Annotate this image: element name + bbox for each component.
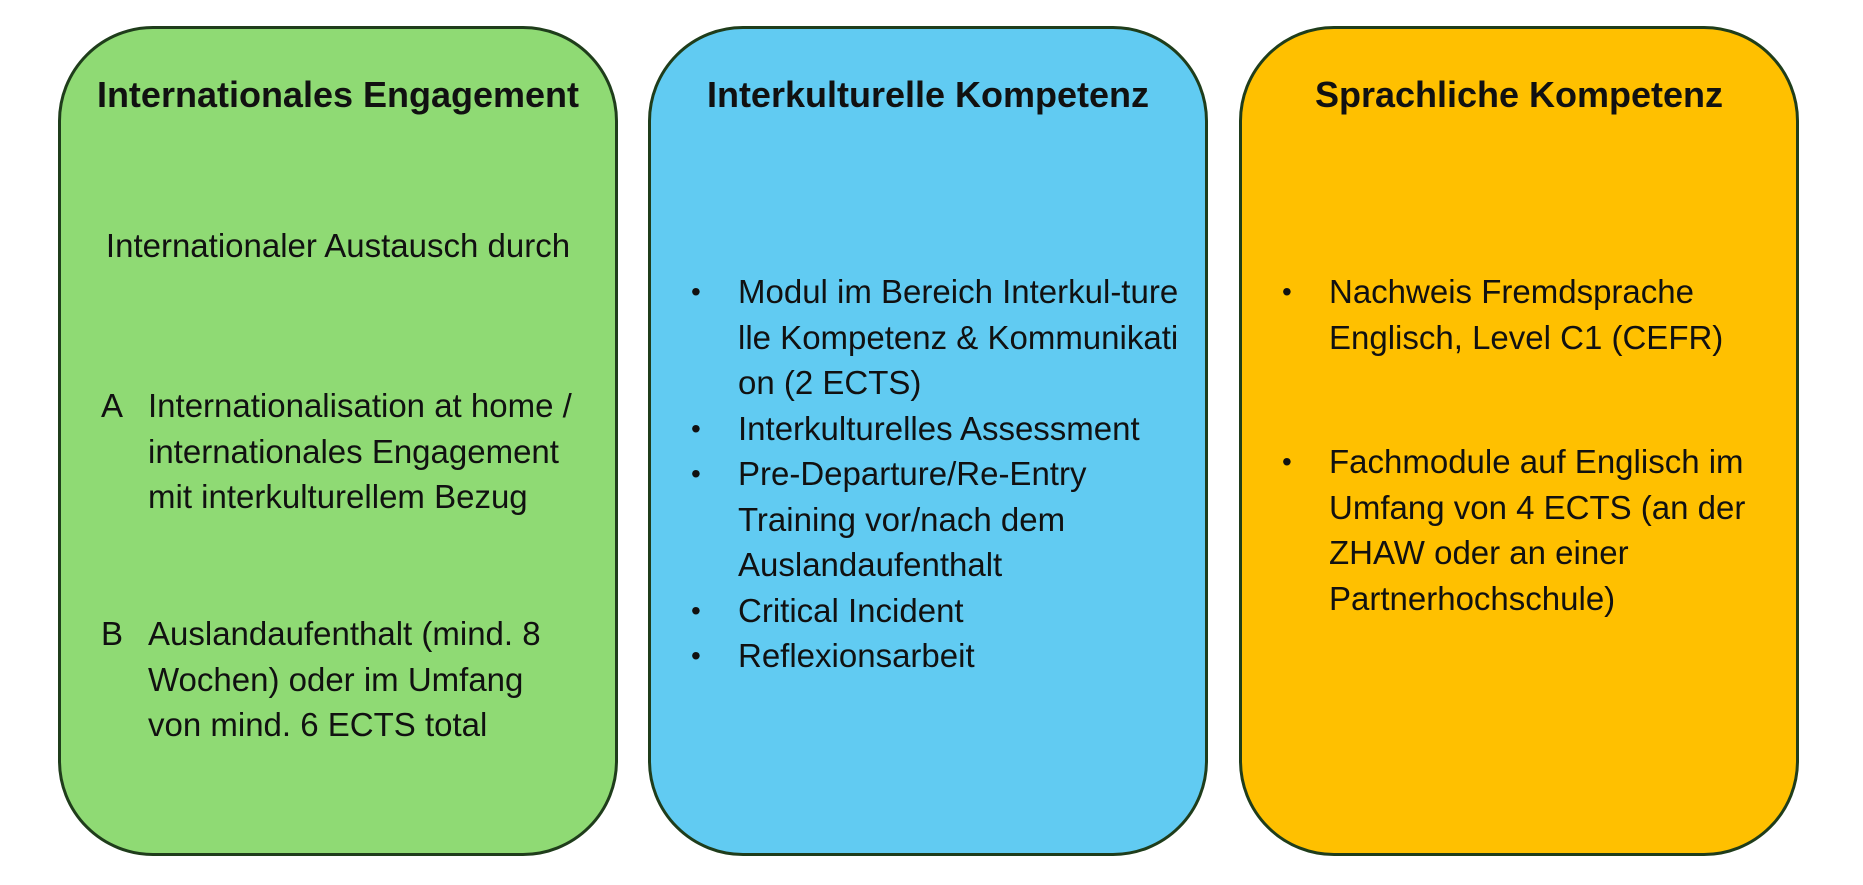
list-item: • Modul im Bereich Interkul-turelle Kompetenz & Kommunikation (2 ECTS) (691, 269, 1181, 406)
list-item: • Interkulturelles Assessment (691, 406, 1181, 452)
bullet-icon: • (691, 276, 701, 307)
option-text: Internationalisation at home / internationales Engagement mit interkulturellem Bezug (148, 387, 572, 515)
card-internationales-engagement (58, 26, 618, 856)
card-sprachliche-kompetenz (1239, 26, 1799, 856)
list-item: • Pre-Departure/Re-Entry Training vor/nach dem Auslandaufenthalt (691, 451, 1181, 588)
list-item: • Reflexionsarbeit (691, 633, 1181, 679)
card-title: Internationales Engagement (96, 74, 580, 115)
bullet-icon: • (691, 458, 701, 489)
card-interkulturelle-kompetenz (648, 26, 1208, 856)
option-marker: A (101, 387, 124, 424)
option-a (101, 383, 575, 520)
list-item: • Fachmodule auf Englisch im Umfang von 4 ECTS (an der ZHAW oder an einer Partnerhochschule) (1282, 439, 1772, 621)
bullet-icon: • (691, 594, 701, 626)
bullet-icon: • (1282, 446, 1292, 477)
option-b (101, 611, 575, 748)
bullet-icon: • (1282, 276, 1292, 307)
bullet-icon: • (691, 412, 701, 444)
bullet-list (1282, 269, 1772, 621)
option-marker: B (101, 615, 124, 652)
list-item: • Nachweis Fremdsprache Englisch, Level C1 (CEFR) (1282, 269, 1772, 360)
intro-text: Internationaler Austausch durch (105, 227, 571, 264)
list-item: • Critical Incident (691, 588, 1181, 634)
option-text: Auslandaufenthalt (mind. 8 Wochen) oder im Umfang von mind. 6 ECTS total (148, 615, 541, 743)
bullet-list (691, 269, 1181, 679)
card-title: Interkulturelle Kompetenz (706, 74, 1150, 115)
bullet-icon: • (691, 640, 701, 671)
card-title: Sprachliche Kompetenz (1314, 74, 1724, 115)
